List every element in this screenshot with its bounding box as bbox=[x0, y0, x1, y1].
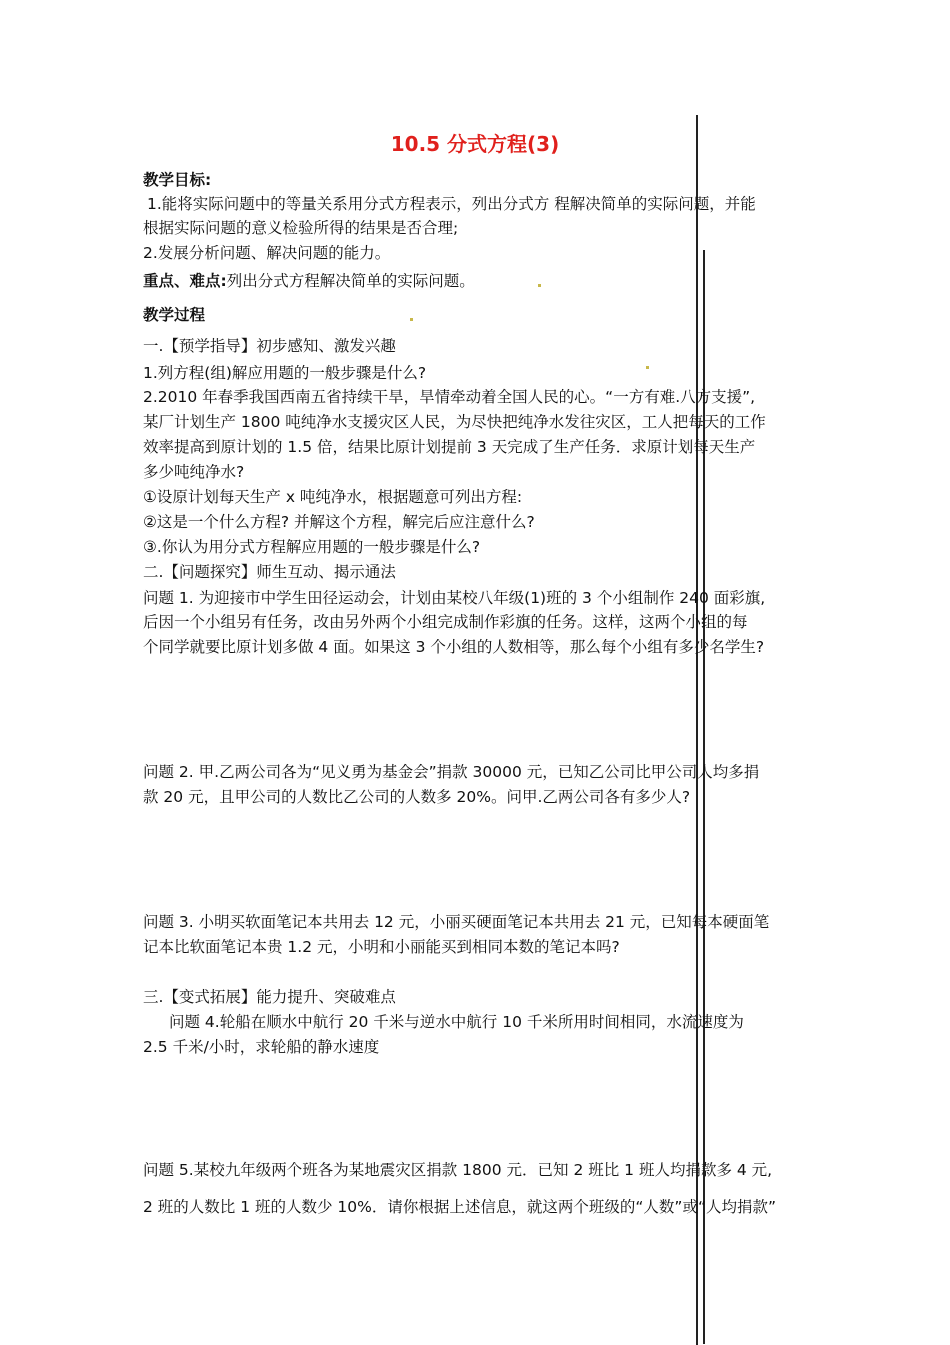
problem5-line1: 问题 5.某校九年级两个班各为某地震灾区捐款 1800 元．已知 2 班比 1 班人均捐款多 4 元, bbox=[143, 1161, 773, 1179]
section2-heading: 二.【问题探究】师生互动、揭示通法 bbox=[143, 563, 396, 581]
section1-step2: ②这是一个什么方程? 并解这个方程，解完后应注意什么? bbox=[143, 513, 535, 531]
problem2-line2: 款 20 元，且甲公司的人数比乙公司的人数多 20%。问甲.乙两公司各有多少人? bbox=[143, 788, 691, 806]
section1-q2-line3: 效率提高到原计划的 1.5 倍，结果比原计划提前 3 天完成了生产任务．求原计划每天生产 bbox=[143, 438, 756, 456]
problem2-line1: 问题 2. 甲.乙两公司各为“见义勇为基金会”捐款 30000 元，已知乙公司比甲公司人均多捐 bbox=[143, 763, 760, 781]
section3-heading: 三.【变式拓展】能力提升、突破难点 bbox=[143, 988, 396, 1006]
section1-step3: ③.你认为用分式方程解应用题的一般步骤是什么? bbox=[143, 538, 481, 556]
objective-1-line2: 根据实际问题的意义检验所得的结果是否合理; bbox=[143, 219, 459, 237]
problem3-line1: 问题 3. 小明买软面笔记本共用去 12 元，小丽买硬面笔记本共用去 21 元，已知每本硬面笔 bbox=[143, 913, 770, 931]
stray-mark bbox=[646, 366, 649, 369]
keypoints-text: 列出分式方程解决简单的实际问题。 bbox=[226, 272, 475, 290]
section1-q2-line4: 多少吨纯净水? bbox=[143, 463, 245, 481]
objective-2: 2.发展分析问题、解决问题的能力。 bbox=[143, 244, 391, 262]
problem3-line2: 记本比软面笔记本贵 1.2 元，小明和小丽能买到相同本数的笔记本吗? bbox=[143, 938, 620, 956]
problem1-line2: 后因一个小组另有任务，改由另外两个小组完成制作彩旗的任务。这样，这两个小组的每 bbox=[143, 613, 748, 631]
problem1-line3: 个同学就要比原计划多做 4 面。如果这 3 个小组的人数相等，那么每个小组有多少名学生? bbox=[143, 638, 765, 656]
section1-heading: 一.【预学指导】初步感知、激发兴趣 bbox=[143, 337, 396, 355]
section1-q2-line1: 2.2010 年春季我国西南五省持续干旱，旱情牵动着全国人民的心。“一方有难.八方支援”, bbox=[143, 388, 756, 406]
page-title: 10.5 分式方程(3) bbox=[390, 132, 560, 156]
objectives-heading: 教学目标: bbox=[143, 171, 212, 189]
keypoints-label: 重点、难点: bbox=[143, 272, 227, 290]
problem4-line2: 2.5 千米/小时，求轮船的静水速度 bbox=[143, 1038, 380, 1056]
section1-step1: ①设原计划每天生产 x 吨纯净水，根据题意可列出方程: bbox=[143, 488, 523, 506]
section1-q2-line2: 某厂计划生产 1800 吨纯净水支援灾区人民，为尽快把纯净水发往灾区，工人把每天的工作 bbox=[143, 413, 766, 431]
objective-1-line1: 1.能将实际问题中的等量关系用分式方程表示，列出分式方 程解决简单的实际问题，并能 bbox=[147, 195, 756, 213]
stray-mark bbox=[538, 284, 541, 287]
stray-mark bbox=[410, 318, 413, 321]
problem4-line1: 问题 4.轮船在顺水中航行 20 千米与逆水中航行 10 千米所用时间相同，水流速度为 bbox=[169, 1013, 744, 1031]
keypoints bbox=[143, 271, 475, 291]
problem5-line2: 2 班的人数比 1 班的人数少 10%．请你根据上述信息，就这两个班级的“人数”或“人均捐款” bbox=[143, 1198, 777, 1216]
section1-q1: 1.列方程(组)解应用题的一般步骤是什么? bbox=[143, 364, 427, 382]
process-heading: 教学过程 bbox=[143, 306, 206, 324]
problem1-line1: 问题 1. 为迎接市中学生田径运动会，计划由某校八年级(1)班的 3 个小组制作 240 面彩旗, bbox=[143, 589, 766, 607]
